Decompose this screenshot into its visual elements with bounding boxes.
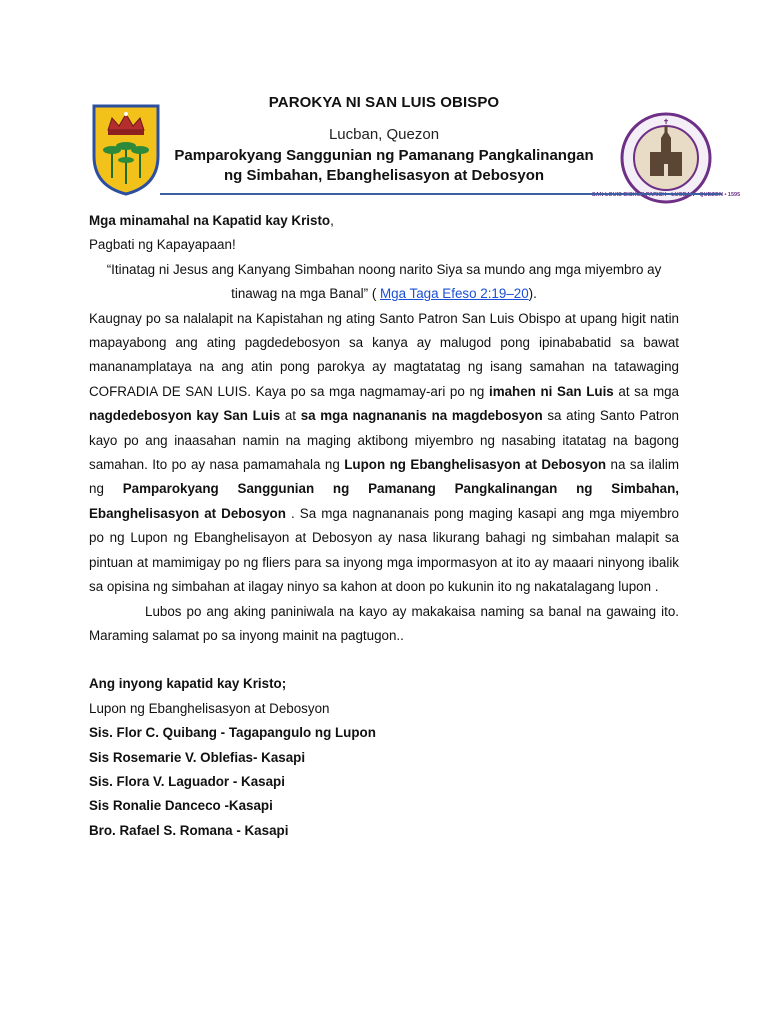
quote-line1: “Itinatag ni Jesus ang Kanyang Simbahan noong narito Siya sa mundo ang mga miyembro ay [106,261,662,277]
header-divider [160,193,722,195]
committee-name: Lupon ng Ebanghelisasyon at Debosyon [89,700,330,716]
para-bold: sa mga nagnananis na magdebosyon [300,408,543,424]
quote-post: ). [528,286,537,302]
signatory-name: Bro. Rafael S. Romana - Kasapi [89,822,289,838]
signatory-name: Sis. Flora V. Laguador - Kasapi [89,773,285,789]
para-text: na sa ilalim ng [89,457,679,497]
salutation [89,209,679,233]
signatory-name: Sis Rosemarie V. Oblefias- Kasapi [89,749,306,765]
para-bold: Lupon ng Ebanghelisasyon at Debosyon [344,457,607,473]
paragraph-thanks: Lubos po ang aking paniniwala na kayo ay makakaisa naming sa banal na gawaing ito. Maraming salamat po sa inyong mainit na pagtugon.. [89,603,679,643]
scripture-link[interactable]: Mga Taga Efeso 2:19–20 [380,286,529,302]
closing [89,672,679,696]
parish-location: Lucban, Quezon [328,126,440,143]
spacer [89,648,679,672]
para-text: sa ating Santo Patron kayo po ang inaasahan namin na maging aktibong miyembro ng nasabing itatatag na bagong samahan. Ito po ay nasa pamamahala ng [89,408,680,473]
quote-line2 [89,282,679,306]
salutation-tail: , [330,213,334,228]
council-name-line2: ng Simbahan, Ebanghelisasyon at Debosyon [223,167,545,184]
para-text: at sa mga [613,383,679,399]
para-text: . Sa mga nagnananais pong maging kasapi ang mga miyembro po ng Lupon ng Ebanghelisayon at Debosyon ay nasa likurang bahagi ng simbahan malapit sa pintuan at mamimigay po ng fliers para sa inyong mga impormasyon at ito ay maaari ninyong ibalik sa opisina ng simbahan at ilagay ninyo sa kahon at doon po kukunin ito ng nakatalagang lupon . [89,505,679,595]
salutation-bold: Mga minamahal na Kapatid kay Kristo [89,213,331,228]
para-bold: imahen ni San Luis [488,383,614,399]
closing-text: Ang inyong kapatid kay Kristo; [89,676,287,692]
para-bold: nagdedebosyon kay San Luis [89,408,281,424]
para-bold: Pamparokyang Sanggunian ng Pamanang Pangkalinangan ng Simbahan, Ebanghelisasyon at Debosyon [89,481,679,521]
para-text: at [280,408,301,424]
signatory-name: Sis. Flor C. Quibang - Tagapangulo ng Lupon [89,725,376,741]
signatory [89,770,679,794]
signatory-name: Sis Ronalie Danceco -Kasapi [89,798,273,814]
quote-pre: tinawag na mga Banal” ( [231,286,381,302]
seal-text: SAN LOUIS BISHOP PARISH • LUCBAN • QUEZON • 1595 [591,192,741,198]
council-name-line1: Pamparokyang Sanggunian ng Pamanang Pangkalinangan [174,147,594,164]
signatory [89,794,679,818]
signatory [89,746,679,770]
letter-body [89,209,679,843]
signatory [89,721,679,745]
signatory [89,819,679,843]
svg-text:✝: ✝ [663,119,669,126]
parish-title: PAROKYA NI SAN LUIS OBISPO [268,94,500,111]
paragraph-main [89,307,679,600]
para-text: Kaugnay po sa nalalapit na Kapistahan ng ating Santo Patron San Luis Obispo at upang higit natin mapayabong ang ating pagdedebosyon sa kanya ay malugod pong ipinababatid sa bawat mananamplataya na ang atin pong parokya ay magtatatag ng isang samahan na tatawaging COFRADIA DE SAN LUIS. Kaya po sa mga nagmamay-ari po ng [89,310,679,399]
greeting: Pagbati ng Kapayapaan! [89,237,236,253]
